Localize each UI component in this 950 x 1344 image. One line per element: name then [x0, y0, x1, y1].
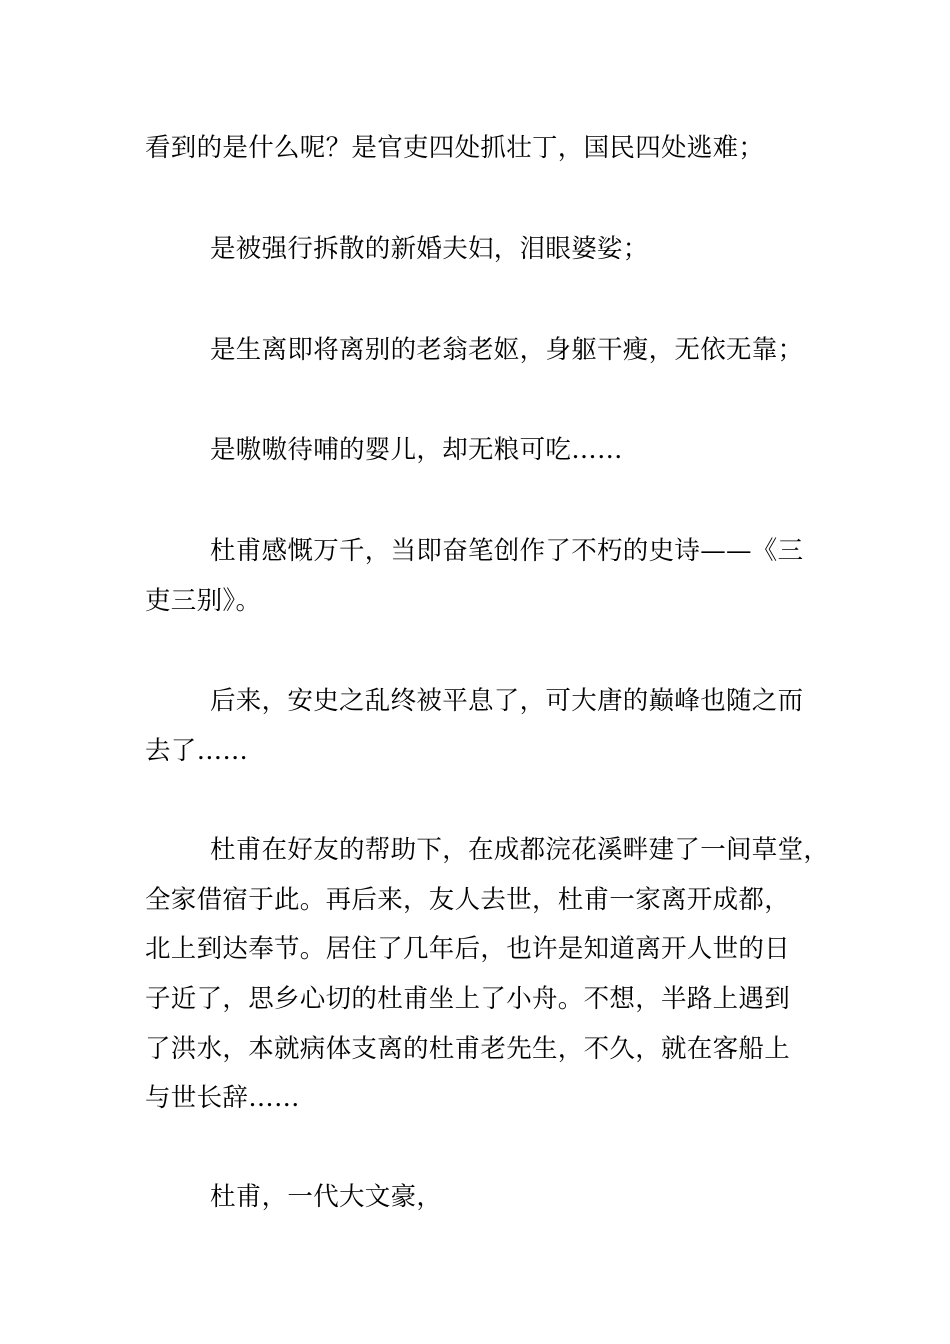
- text-line: 是嗷嗷待哺的婴儿，却无粮可吃……: [210, 435, 623, 465]
- text-line: 了洪水，本就病体支离的杜甫老先生，不久，就在客船上: [145, 1034, 791, 1064]
- text-line: 看到的是什么呢？是官吏四处抓壮丁，国民四处逃难；: [145, 133, 765, 163]
- text-line: 是被强行拆散的新婚夫妇，泪眼婆娑；: [210, 234, 649, 264]
- text-line: 杜甫，一代大文豪，: [210, 1182, 443, 1212]
- text-line: 吏三别》。: [145, 586, 262, 616]
- text-line: 子近了，思乡心切的杜甫坐上了小舟。不想，半路上遇到: [145, 984, 791, 1014]
- text-line: 与世长辞……: [145, 1083, 300, 1113]
- text-line: 杜甫感慨万千，当即奋笔创作了不朽的史诗——《三: [210, 536, 804, 566]
- text-line: 全家借宿于此。再后来，友人去世，杜甫一家离开成都，: [145, 885, 791, 915]
- text-line: 北上到达奉节。居住了几年后，也许是知道离开人世的日: [145, 934, 791, 964]
- text-line: 去了……: [145, 736, 249, 766]
- text-line: 是生离即将离别的老翁老妪，身躯干瘦，无依无靠；: [210, 335, 804, 365]
- text-line: 杜甫在好友的帮助下，在成都浣花溪畔建了一间草堂，: [210, 835, 830, 865]
- text-line: 后来，安史之乱终被平息了，可大唐的巅峰也随之而: [210, 686, 804, 716]
